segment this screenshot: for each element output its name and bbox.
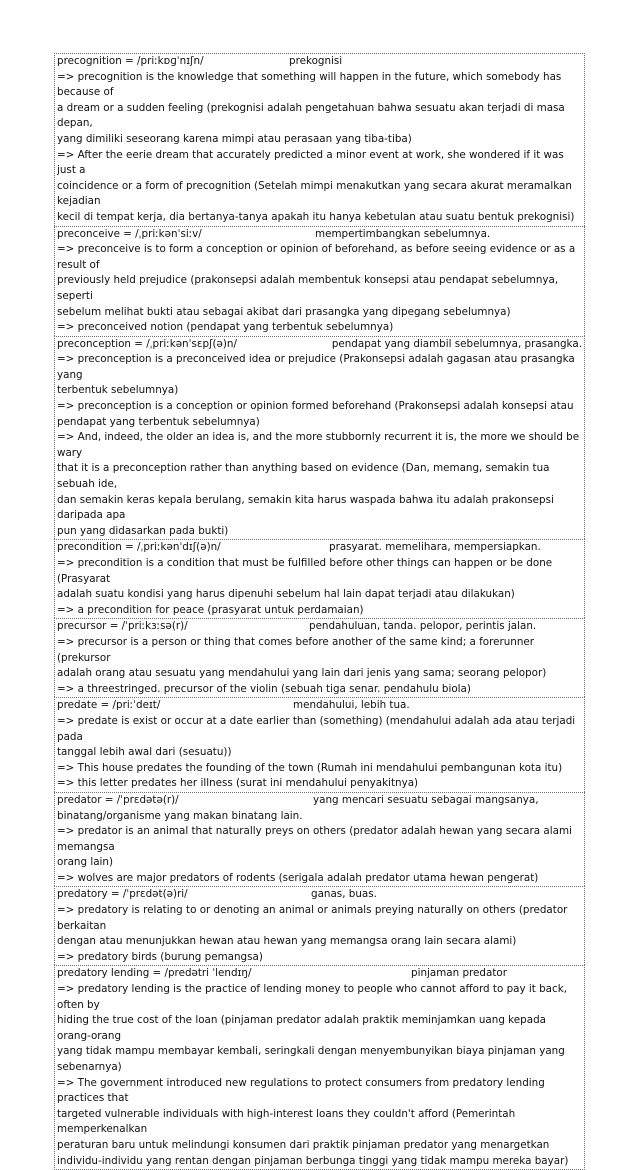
entry-text-line: that it is a preconception rather than anything based on evidence (Dan, memang, semakin tua sebuah ide, bbox=[57, 462, 550, 491]
entry-text-line: sebenarnya) bbox=[57, 1061, 122, 1073]
entry-text-line: dengan atau menunjukkan hewan atau hewan yang memangsa orang lain secara alami) bbox=[57, 935, 517, 948]
vocab-entry bbox=[54, 336, 585, 540]
word-pronunciation: predatory lending = /predətri ˈlendɪŋ/ bbox=[57, 967, 252, 980]
entry-text-line: binatang/organisme yang makan binatang lain. bbox=[57, 809, 303, 822]
entry-text-line: adalah suatu kondisi yang harus dipenuhi sebelum hal lain dapat terjadi atau dilakukan) bbox=[57, 588, 515, 601]
entry-text-line: => preconception is a preconceived idea or prejudice (Prakonsepsi adalah gagasan atau prasangka yang bbox=[57, 353, 575, 381]
entry-text-line: => predatory birds (burung pemangsa) bbox=[57, 950, 263, 963]
entry-header bbox=[57, 698, 582, 714]
entry-text-line: => The government introduced new regulations to protect consumers from predatory lending practices that bbox=[57, 1076, 545, 1105]
entry-text-line: => predatory lending is the practice of lending money to people who cannot afford to pay it back, often by bbox=[57, 983, 567, 1011]
entry-text-line: adalah orang atau sesuatu yang mendahului yang lain dari jenis yang sama; seorang pelopor) bbox=[57, 667, 547, 680]
entry-text-line: dan semakin keras kepala berulang, semakin kita harus waspada bahwa itu adalah prakonsepsi daripada apa bbox=[57, 493, 554, 522]
entry-text-line: tanggal lebih awal dari (sesuatu)) bbox=[57, 746, 232, 759]
word-translation: prekognisi bbox=[289, 55, 343, 67]
entry-text-line: yang dimiliki seseorang karena mimpi atau perasaan yang tiba-tiba) bbox=[57, 132, 412, 145]
word-pronunciation: precondition = /ˌpriːkənˈdɪʃ(ə)n/ bbox=[57, 541, 221, 554]
entry-text-line: terbentuk sebelumnya) bbox=[57, 384, 179, 397]
vocab-entry bbox=[54, 886, 585, 965]
vocab-entry bbox=[54, 53, 585, 226]
entry-text-line: => precursor is a person or thing that comes before another of the same kind; a forerunner (prekursor bbox=[57, 635, 535, 664]
entry-header bbox=[57, 887, 582, 903]
entry-text-line: => precognition is the knowledge that something will happen in the future, which somebody has because of bbox=[57, 70, 562, 99]
word-pronunciation: predate = /priːˈdeɪt/ bbox=[57, 699, 161, 712]
entry-text-line: => predator is an animal that naturally preys on others (predator adalah hewan yang secara alami memangsa bbox=[57, 825, 572, 853]
entry-header bbox=[57, 337, 582, 353]
entry-text-line: yang tidak mampu membayar kembali, seringkali dengan menyembunyikan biaya pinjaman yang bbox=[57, 1045, 565, 1058]
word-translation: prasyarat. memelihara, mempersiapkan. bbox=[329, 541, 541, 554]
vocab-entry bbox=[54, 226, 585, 336]
entry-text-line: => preconceived notion (pendapat yang terbentuk sebelumnya) bbox=[57, 321, 394, 334]
entry-text-line: a dream or a sudden feeling (prekognisi adalah pengetahuan bahwa sesuatu akan terjadi di masa depan, bbox=[57, 101, 565, 130]
word-translation: ganas, buas. bbox=[311, 888, 377, 901]
entry-header bbox=[57, 793, 582, 809]
entry-text-line: => preconception is a conception or opinion formed beforehand (Prakonsepsi adalah konsepsi atau bbox=[57, 400, 574, 413]
word-translation: yang mencari sesuatu sebagai mangsanya, bbox=[313, 793, 539, 806]
entry-header bbox=[57, 966, 582, 982]
entry-text-line: => a precondition for peace (prasyarat untuk perdamaian) bbox=[57, 603, 364, 616]
vocab-entry bbox=[54, 965, 585, 1170]
entry-text-line: => predate is exist or occur at a date earlier than (something) (mendahului adalah ada atau terjadi pada bbox=[57, 714, 576, 743]
entry-header bbox=[57, 540, 582, 556]
entry-text-line: individu-individu yang rentan dengan pinjaman berbunga tinggi yang tidak mampu mereka bayar) bbox=[57, 1154, 569, 1167]
vocab-entry bbox=[54, 792, 585, 887]
word-translation: pendapat yang diambil sebelumnya, prasangka. bbox=[331, 337, 582, 350]
entry-header bbox=[57, 227, 582, 243]
entry-text-line: pun yang didasarkan pada bukti) bbox=[57, 524, 229, 537]
vocab-entry bbox=[54, 539, 585, 618]
word-pronunciation: predator = /ˈprɛdətə(r)/ bbox=[57, 793, 179, 806]
word-translation: pinjaman predator bbox=[411, 967, 507, 980]
word-pronunciation: preconceive = /ˌpriːkənˈsiːv/ bbox=[57, 227, 202, 240]
entry-text-line: => After the eerie dream that accurately predicted a minor event at work, she wondered if it was just a bbox=[57, 148, 564, 177]
word-pronunciation: predatory = /ˈprɛdət(ə)ri/ bbox=[57, 888, 188, 901]
entry-text-line: coincidence or a form of precognition (Setelah mimpi menakutkan yang secara akurat meramalkan kejadian bbox=[57, 179, 572, 208]
entry-text-line: => preconceive is to form a conception or opinion of beforehand, as before seeing evidence or as a result of bbox=[57, 243, 576, 271]
entry-text-line: => this letter predates her illness (surat ini mendahului penyakitnya) bbox=[57, 777, 419, 790]
entry-text-line: => precondition is a condition that must be fulfilled before other things can happen or be done (Prasyarat bbox=[57, 557, 553, 585]
word-pronunciation: preconception = /ˌpriːkənˈsɛpʃ(ə)n/ bbox=[57, 337, 237, 350]
entry-header bbox=[57, 54, 582, 70]
word-pronunciation: precognition = /priːkɒɡˈnɪʃn/ bbox=[57, 55, 204, 67]
vocabulary-document bbox=[54, 53, 585, 1170]
entry-text-line: => This house predates the founding of the town (Rumah ini mendahului pembangunan kota itu) bbox=[57, 761, 563, 774]
entry-header bbox=[57, 619, 582, 635]
entry-text-line: => predatory is relating to or denoting an animal or animals preying naturally on others (predator berkaitan bbox=[57, 904, 568, 932]
entry-text-line: hiding the true cost of the loan (pinjaman predator adalah praktik meminjamkan uang kepada orang-orang bbox=[57, 1014, 546, 1042]
entry-text-line: sebelum melihat bukti atau sebagai akibat dari prasangka yang dipegang sebelumnya) bbox=[57, 305, 511, 318]
entry-text-line: => a threestringed. precursor of the violin (sebuah tiga senar. pendahulu biola) bbox=[57, 682, 471, 695]
entry-text-line: orang lain) bbox=[57, 856, 114, 869]
vocab-entry bbox=[54, 618, 585, 697]
word-translation: mendahului, lebih tua. bbox=[293, 699, 410, 712]
entry-text-line: pendapat yang terbentuk sebelumnya) bbox=[57, 415, 260, 428]
entry-text-line: targeted vulnerable individuals with high-interest loans they couldn't afford (Pemerintah memperkenalkan bbox=[57, 1107, 516, 1136]
vocab-entry bbox=[54, 697, 585, 792]
entry-text-line: previously held prejudice (prakonsepsi adalah membentuk konsepsi atau pendapat sebelumnya, seperti bbox=[57, 274, 559, 302]
word-translation: mempertimbangkan sebelumnya. bbox=[315, 227, 491, 240]
word-pronunciation: precursor = /ˈpriːkɜːsə(r)/ bbox=[57, 620, 188, 633]
word-translation: pendahuluan, tanda. pelopor, perintis jalan. bbox=[309, 620, 537, 633]
entry-text-line: => wolves are major predators of rodents (serigala adalah predator utama hewan pengerat) bbox=[57, 871, 539, 884]
entry-text-line: peraturan baru untuk melindungi konsumen dari praktik pinjaman predator yang menargetkan bbox=[57, 1138, 550, 1151]
entry-text-line: kecil di tempat kerja, dia bertanya-tanya apakah itu hanya kebetulan atau suatu bentuk prekognisi) bbox=[57, 210, 575, 223]
entry-text-line: => And, indeed, the older an idea is, and the more stubbornly recurrent it is, the more we should be wary bbox=[57, 431, 580, 459]
